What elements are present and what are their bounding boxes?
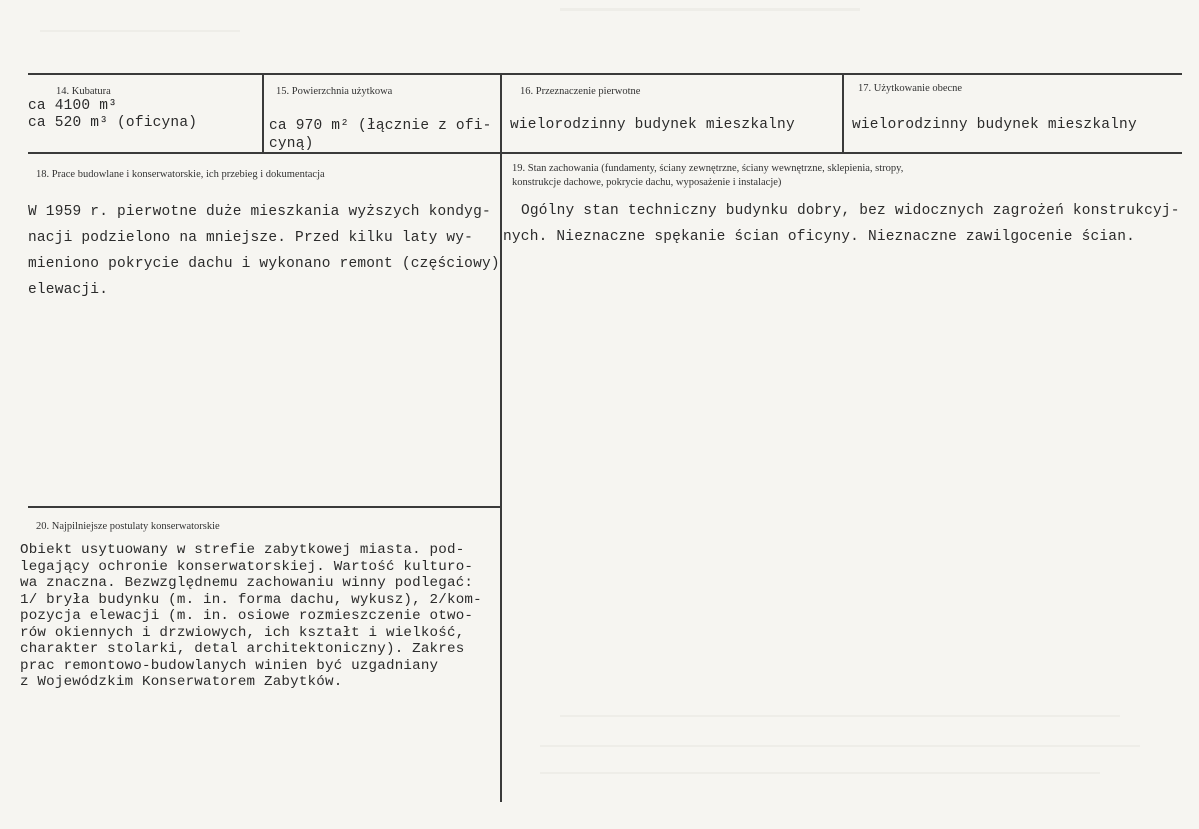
field-20-line: charakter stolarki, detal architektoniczny). Zakres [20,641,465,657]
field-20-value [20,542,482,691]
bleed-through-marks [560,715,1120,717]
field-19-line: nych. Nieznaczne spękanie ścian oficyny. Nieznaczne zawilgocenie ścian. [503,229,1136,245]
bleed-through-marks [540,772,1100,774]
field-17-line: wielorodzinny budynek mieszkalny [852,117,1137,133]
field-18-line: nacji podzielono na mniejsze. Przed kilku laty wy- [28,230,474,246]
field-20-line: legający ochronie konserwatorskiej. Wartość kulturo- [20,558,474,575]
col-divider-15-16 [500,74,502,802]
field-19-label-line: konstrukcje dachowe, pokrycie dachu, wyposażenie i instalacje) [512,177,782,188]
field-14-value [28,98,197,132]
field-16-label: 16. Przeznaczenie pierwotne [520,86,641,97]
field-14-line: ca 4100 m³ [28,98,118,114]
field-19-value [503,198,1180,250]
row-rule-2 [28,506,501,508]
field-15-value [269,117,492,153]
col-divider-14-15 [262,74,264,152]
field-20-line: z Wojewódzkim Konserwatorem Zabytków. [20,674,343,690]
field-18-value [28,199,500,303]
field-19-line: Ogólny stan techniczny budynku dobry, bez widocznych zagrożeń konstrukcyj- [521,203,1180,219]
field-15-label: 15. Powierzchnia użytkowa [276,86,393,97]
field-20-line: rów okiennych i drzwiowych, ich kształt i wielkość, [20,624,465,641]
top-rule [28,73,1182,75]
field-17-label: 17. Użytkowanie obecne [858,83,963,94]
field-14-line: ca 520 m³ (oficyna) [28,115,198,131]
field-20-line: 1/ bryła budynku (m. in. forma dachu, wykusz), 2/kom- [20,591,482,608]
bleed-through-marks [40,30,240,32]
field-15-line: ca 970 m² (łącznie z ofi- [269,118,492,134]
bleed-through-marks [560,8,860,11]
row-rule-1 [28,152,1182,154]
field-20-label: 20. Najpilniejsze postulaty konserwatorskie [36,521,220,532]
field-17-value [852,117,1137,133]
field-20-line: wa znaczna. Bezwzględnemu zachowaniu winny podlegać: [20,575,474,591]
field-20-line: prac remontowo-budowlanych winien być uzgadniany [20,657,439,674]
col-divider-16-17 [842,74,844,152]
field-18-line: W 1959 r. pierwotne duże mieszkania wyższych kondyg- [28,204,491,220]
field-20-line: pozycja elewacji (m. in. osiowe rozmieszczenie otwo- [20,608,474,624]
bleed-through-marks [540,745,1140,747]
field-18-label: 18. Prace budowlane i konserwatorskie, ich przebieg i dokumentacja [36,169,325,180]
field-16-value [510,117,795,133]
field-19-label-line: 19. Stan zachowania (fundamenty, ściany zewnętrzne, ściany wewnętrzne, sklepienia, stropy, [512,163,904,174]
field-14-label: 14. Kubatura [56,86,111,97]
field-18-line: elewacji. [28,282,109,298]
field-20-line: Obiekt usytuowany w strefie zabytkowej miasta. pod- [20,542,465,558]
field-15-line: cyną) [269,136,314,152]
field-19-label [512,162,1172,190]
field-18-line: mieniono pokrycie dachu i wykonano remont (częściowy) [28,256,500,272]
field-16-line: wielorodzinny budynek mieszkalny [510,117,795,133]
